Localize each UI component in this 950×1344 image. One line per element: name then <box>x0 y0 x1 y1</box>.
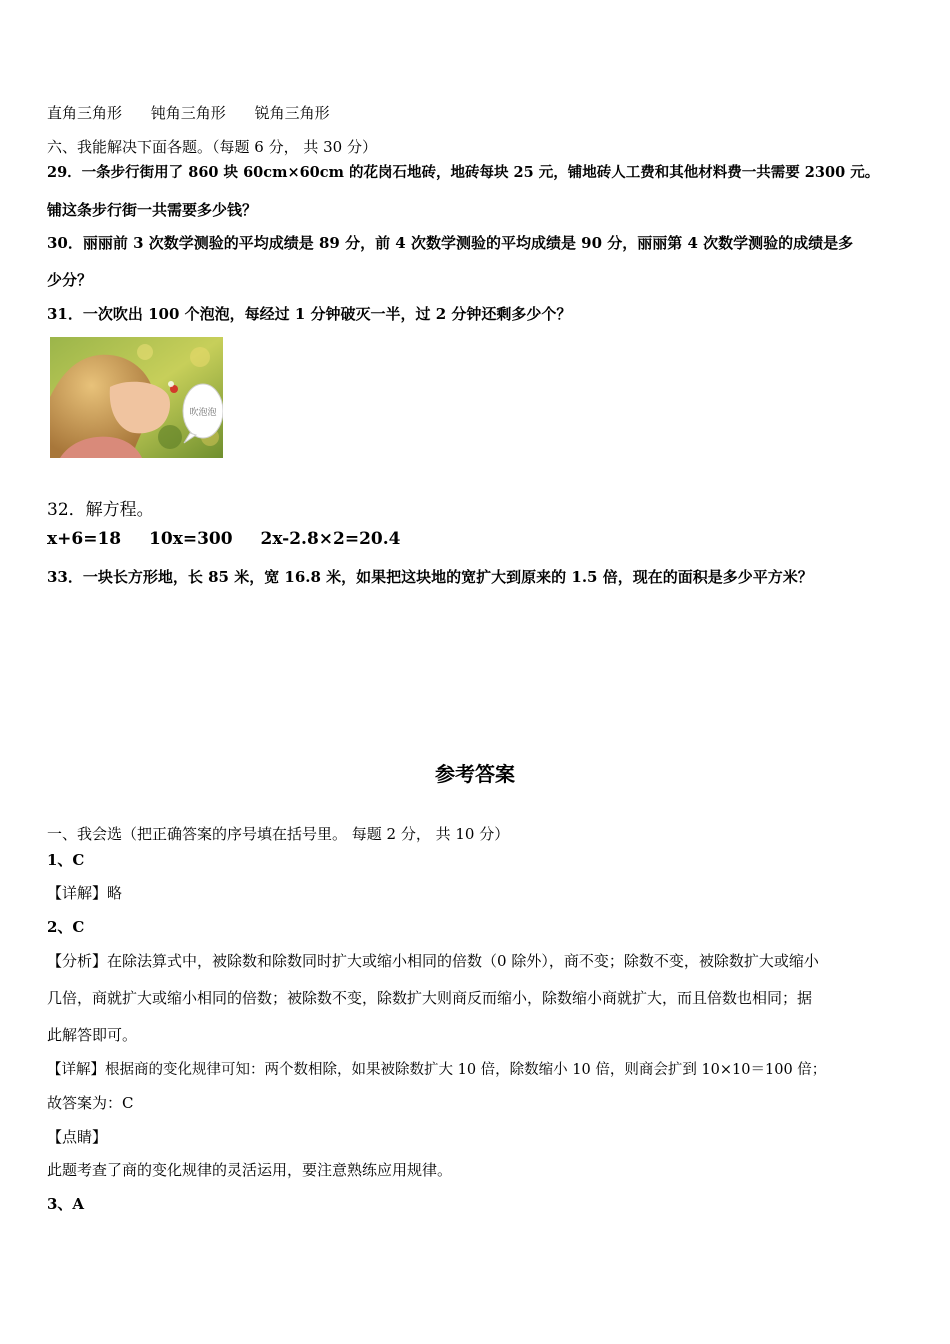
answer-2-comment-label: 【点睛】 <box>47 1128 108 1146</box>
equation-3: 2x-2.8×2=20.4 <box>260 529 401 549</box>
equation-1: x+6=18 <box>47 529 122 549</box>
bubble-caption: 吹泡泡 <box>189 408 217 418</box>
section6-heading: 六、我能解决下面各题。（每题 6 分， 共 30 分） <box>47 138 377 156</box>
answer-2-analysis-1: 【分析】在除法算式中，被除数和除数同时扩大或缩小相同的倍数（0 除外），商不变；除数不变，被除数扩大或缩小 <box>47 952 819 970</box>
answer-2-analysis-3: 此解答即可。 <box>47 1026 138 1044</box>
equation-2: 10x=300 <box>149 529 233 549</box>
option-obtuse-triangle: 钝角三角形 <box>150 104 226 122</box>
q29-line2: 铺这条步行街一共需要多少钱？ <box>47 201 258 219</box>
answer-1-detail: 【详解】略 <box>47 884 123 902</box>
answer-2-comment: 此题考查了商的变化规律的灵活运用，要注意熟练应用规律。 <box>47 1161 453 1179</box>
option-acute-triangle: 锐角三角形 <box>254 104 330 122</box>
answer-2-detail: 【详解】根据商的变化规律可知：两个数相除，如果被除数扩大 10 倍，除数缩小 10 倍，则商会扩到 10×10＝100 倍； <box>47 1062 827 1078</box>
answer-2-result: 故答案为：C <box>47 1094 134 1112</box>
answer-2: 2、C <box>47 918 85 936</box>
answer-2-analysis-2: 几倍，商就扩大或缩小相同的倍数；被除数不变，除数扩大则商反而缩小，除数缩小商就扩大，而且倍数也相同；据 <box>47 989 813 1007</box>
option-right-triangle: 直角三角形 <box>47 104 123 122</box>
answers-title: 参考答案 <box>435 762 515 786</box>
answers-section1: 一、我会选（把正确答案的序号填在括号里。 每题 2 分， 共 10 分） <box>47 825 510 843</box>
answer-3: 3、A <box>47 1195 85 1213</box>
q30-line2: 少分？ <box>47 271 93 289</box>
q32-equations <box>47 529 401 549</box>
q28-options <box>47 102 330 123</box>
q29-line1: 29．一条步行街用了 860 块 60cm×60cm 的花岗石地砖，地砖每块 25 元，铺地砖人工费和其他材料费一共需要 2300 元。 <box>47 164 880 181</box>
q31-text: 31．一次吹出 100 个泡泡，每经过 1 分钟破灭一半，过 2 分钟还剩多少个？ <box>47 305 572 323</box>
girl-blowing-bubbles-image <box>50 337 223 458</box>
answer-1: 1、C <box>47 851 85 869</box>
q33-text: 33．一块长方形地，长 85 米，宽 16.8 米，如果把这块地的宽扩大到原来的 1.5 倍，现在的面积是多少平方米？ <box>47 568 813 586</box>
q32-text: 32．解方程。 <box>47 500 154 520</box>
q30-line1: 30．丽丽前 3 次数学测验的平均成绩是 89 分，前 4 次数学测验的平均成绩是 90 分，丽丽第 4 次数学测验的成绩是多 <box>47 234 854 252</box>
